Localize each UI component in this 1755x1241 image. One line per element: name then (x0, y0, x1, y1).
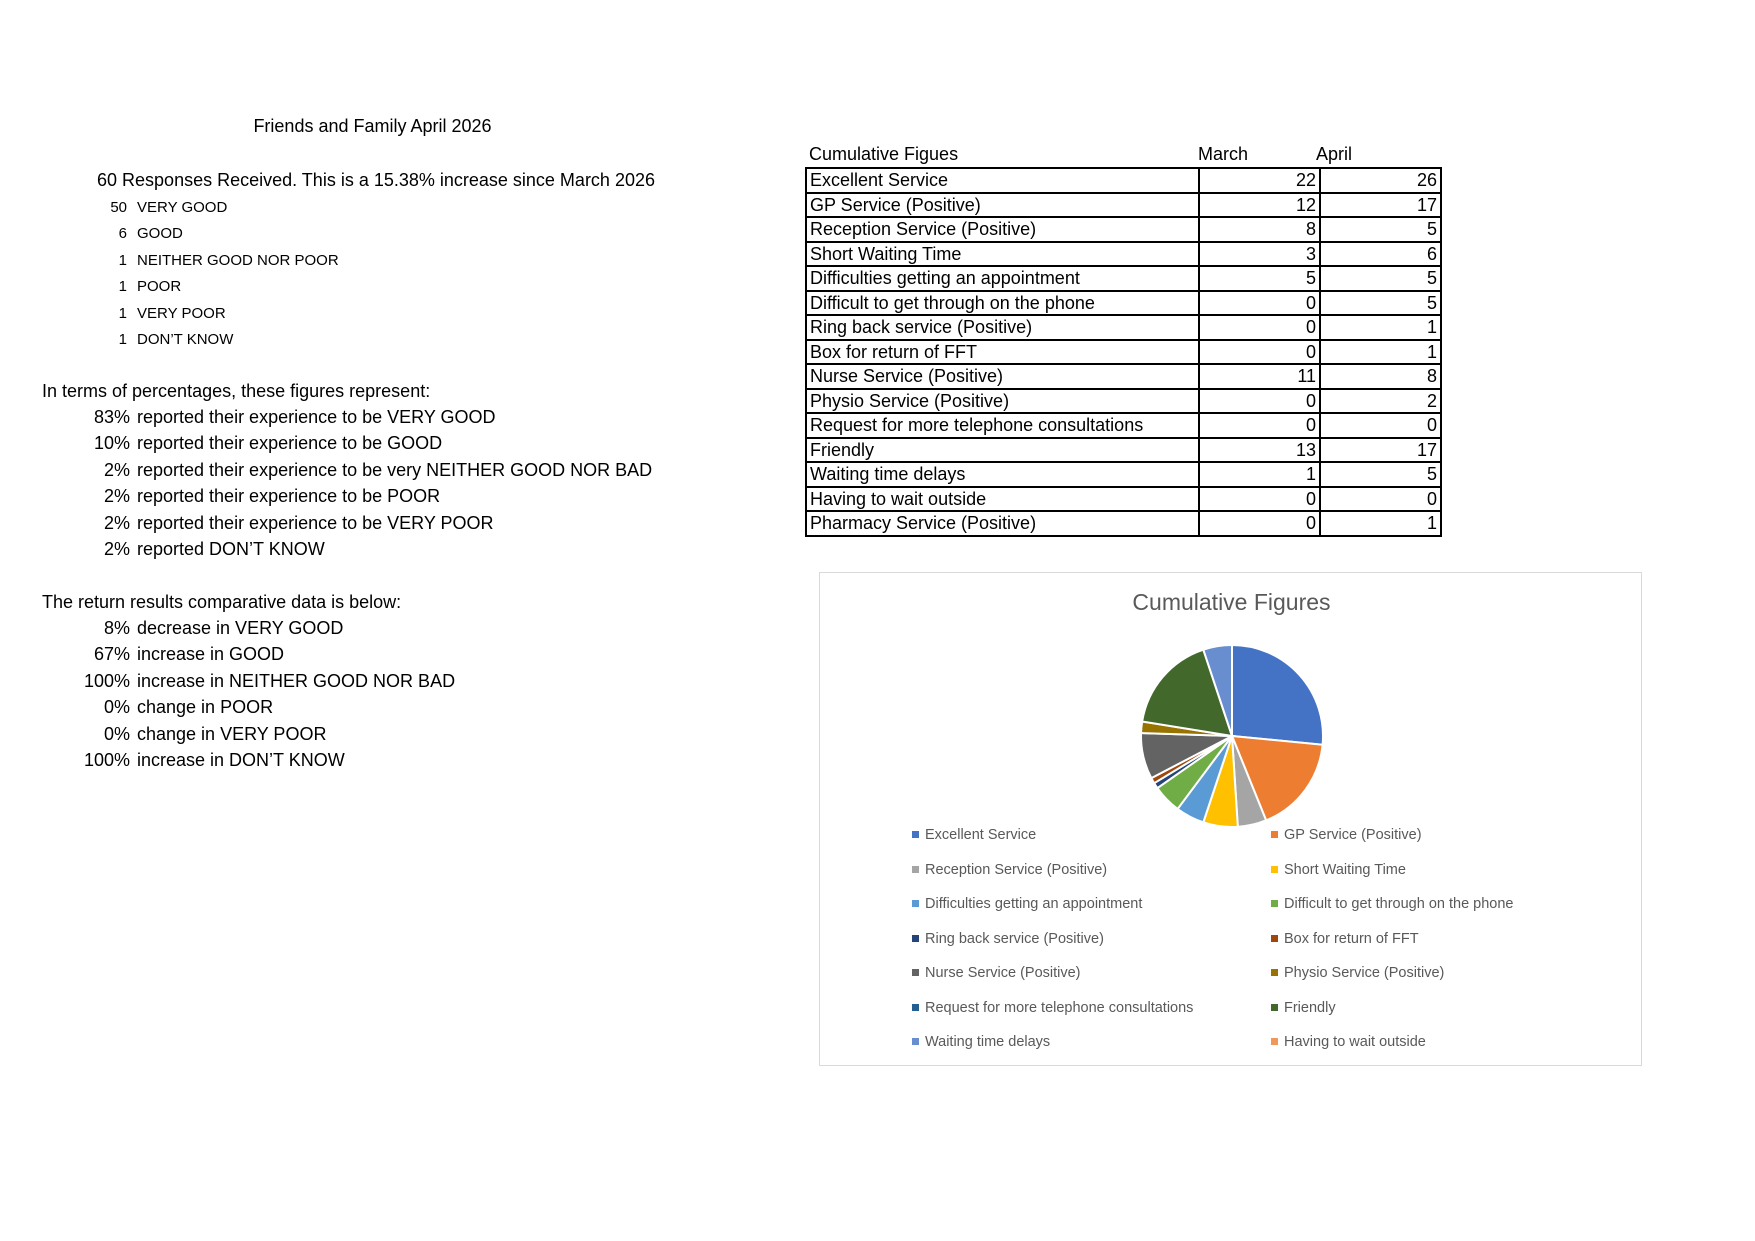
row-april-value: 5 (1320, 217, 1441, 242)
legend-swatch (912, 969, 919, 976)
legend-label: Nurse Service (Positive) (925, 965, 1081, 981)
count-value: 50 (110, 199, 127, 216)
row-march-value: 22 (1199, 168, 1320, 193)
table-header-march: March (1198, 144, 1249, 164)
row-april-value: 0 (1320, 413, 1441, 438)
legend-swatch (1271, 866, 1278, 873)
row-name: Pharmacy Service (Positive) (806, 511, 1199, 536)
comparative-value: 0% (103, 697, 130, 718)
comparative-label: increase in NEITHER GOOD NOR BAD (137, 670, 456, 691)
comparative-value: 0% (103, 723, 130, 744)
legend-item (912, 827, 1036, 843)
row-name: GP Service (Positive) (806, 193, 1199, 218)
row-name: Friendly (806, 438, 1199, 463)
percentage-value: 2% (103, 539, 130, 559)
pie-chart (820, 573, 1643, 1067)
percentage-value: 2% (103, 459, 130, 480)
table-row (806, 389, 1441, 414)
row-march-value: 0 (1199, 340, 1320, 365)
legend-label: Ring back service (Positive) (925, 930, 1104, 947)
row-march-value: 8 (1199, 217, 1320, 242)
row-april-value: 26 (1320, 168, 1441, 193)
table-row (806, 242, 1441, 267)
row-march-value: 11 (1199, 364, 1320, 389)
legend-swatch (1271, 935, 1278, 942)
comparative-label: change in POOR (137, 697, 274, 718)
table-row (806, 291, 1441, 316)
row-april-value: 0 (1320, 487, 1441, 512)
legend-label: Reception Service (Positive) (925, 861, 1108, 878)
legend-swatch (912, 866, 919, 873)
legend-item (912, 1034, 1050, 1050)
legend-item (1271, 965, 1444, 981)
legend-item (1271, 1000, 1336, 1016)
percentage-label: reported DON’T KNOW (137, 539, 325, 559)
count-value: 1 (118, 304, 127, 322)
legend-item (1271, 862, 1406, 878)
legend-item (1271, 931, 1419, 947)
count-label: VERY GOOD (137, 199, 228, 216)
count-label: POOR (137, 278, 182, 296)
legend-label: Waiting time delays (925, 1034, 1051, 1050)
row-name: Difficulties getting an appointment (806, 266, 1199, 291)
table-row (806, 315, 1441, 340)
row-name: Excellent Service (806, 168, 1199, 193)
row-march-value: 12 (1199, 193, 1320, 218)
table-row (806, 438, 1441, 463)
count-value: 1 (118, 331, 127, 348)
row-march-value: 0 (1199, 389, 1320, 414)
row-name: Ring back service (Positive) (806, 315, 1199, 340)
comparative-value: 100% (83, 670, 130, 691)
comparative-value: 67% (93, 644, 130, 665)
legend-label: Request for more telephone consultations (925, 999, 1194, 1016)
row-name: Box for return of FFT (806, 340, 1199, 365)
count-label: NEITHER GOOD NOR POOR (137, 251, 339, 269)
percentage-label: reported their experience to be VERY POOR (137, 512, 494, 533)
comparative-label: increase in DON’T KNOW (137, 750, 345, 770)
legend-label: Box for return of FFT (1284, 930, 1419, 947)
pie-chart-panel (819, 572, 1642, 1066)
legend-item (1271, 896, 1513, 912)
legend-label: Excellent Service (925, 827, 1037, 843)
row-april-value: 5 (1320, 266, 1441, 291)
legend-item (1271, 827, 1422, 843)
row-name: Reception Service (Positive) (806, 217, 1199, 242)
legend-swatch (1271, 1004, 1278, 1011)
count-label: VERY POOR (137, 304, 226, 322)
row-march-value: 0 (1199, 315, 1320, 340)
legend-swatch (912, 935, 919, 942)
row-name: Waiting time delays (806, 462, 1199, 487)
count-label: GOOD (137, 225, 183, 243)
legend-label: Having to wait outside (1284, 1034, 1426, 1050)
legend-label: Difficult to get through on the phone (1284, 896, 1514, 912)
row-april-value: 5 (1320, 291, 1441, 316)
percentage-label: reported their experience to be POOR (137, 486, 441, 507)
table-row (806, 266, 1441, 291)
percentage-label: reported their experience to be very NEITHER GOOD NOR BAD (137, 459, 653, 480)
legend-swatch (1271, 900, 1278, 907)
legend-swatch (1271, 969, 1278, 976)
table-row (806, 511, 1441, 536)
legend-swatch (1271, 1038, 1278, 1045)
comparative-value: 100% (83, 750, 130, 770)
row-april-value: 2 (1320, 389, 1441, 414)
percentage-value: 2% (103, 512, 130, 533)
table-row (806, 487, 1441, 512)
legend-swatch (912, 900, 919, 907)
row-april-value: 1 (1320, 511, 1441, 536)
legend-label: Difficulties getting an appointment (925, 896, 1143, 912)
table-row (806, 168, 1441, 193)
percentage-value: 83% (93, 407, 130, 427)
legend-label: GP Service (Positive) (1284, 827, 1422, 843)
count-value: 1 (118, 251, 127, 269)
percentages-intro: In terms of percentages, these figures represent: (42, 381, 431, 401)
cumulative-figures-table (805, 167, 1442, 537)
row-april-value: 8 (1320, 364, 1441, 389)
comparative-intro: The return results comparative data is below: (42, 592, 402, 612)
count-label: DON’T KNOW (137, 331, 234, 348)
row-name: Difficult to get through on the phone (806, 291, 1199, 316)
row-march-value: 0 (1199, 511, 1320, 536)
legend-item (912, 862, 1107, 878)
row-march-value: 3 (1199, 242, 1320, 267)
page-title: Friends and Family April 2026 (253, 116, 492, 136)
percentage-value: 10% (93, 433, 130, 454)
table-row (806, 340, 1441, 365)
table-row (806, 217, 1441, 242)
legend-swatch (912, 831, 919, 838)
comparative-value: 8% (103, 618, 130, 638)
row-name: Nurse Service (Positive) (806, 364, 1199, 389)
comparative-label: change in VERY POOR (137, 723, 327, 744)
legend-item (912, 931, 1104, 947)
legend-item (912, 896, 1142, 912)
percentage-label: reported their experience to be GOOD (137, 433, 443, 454)
legend-label: Friendly (1284, 999, 1336, 1016)
row-april-value: 17 (1320, 438, 1441, 463)
table-row (806, 193, 1441, 218)
row-april-value: 6 (1320, 242, 1441, 267)
legend-item (1271, 1034, 1426, 1050)
legend-label: Physio Service (Positive) (1284, 965, 1445, 981)
row-march-value: 13 (1199, 438, 1320, 463)
percentage-value: 2% (103, 486, 130, 507)
row-name: Request for more telephone consultations (806, 413, 1199, 438)
chart-title: Cumulative Figures (1132, 589, 1331, 615)
legend-swatch (912, 1004, 919, 1011)
table-header-title: Cumulative Figues (809, 144, 959, 164)
table-row (806, 413, 1441, 438)
legend-label: Short Waiting Time (1284, 861, 1406, 878)
legend-item (912, 1000, 1193, 1016)
row-april-value: 1 (1320, 340, 1441, 365)
comparative-label: increase in GOOD (137, 644, 285, 665)
count-value: 1 (118, 278, 127, 296)
comparative-label: decrease in VERY GOOD (137, 618, 344, 638)
row-april-value: 1 (1320, 315, 1441, 340)
table-row (806, 364, 1441, 389)
row-march-value: 0 (1199, 291, 1320, 316)
legend-swatch (912, 1038, 919, 1045)
row-name: Having to wait outside (806, 487, 1199, 512)
row-name: Short Waiting Time (806, 242, 1199, 267)
row-march-value: 5 (1199, 266, 1320, 291)
row-april-value: 5 (1320, 462, 1441, 487)
legend-swatch (1271, 831, 1278, 838)
legend-item (912, 965, 1081, 981)
responses-summary: 60 Responses Received. This is a 15.38% increase since March 2026 (97, 170, 655, 190)
pie-slice-0 (1232, 645, 1323, 745)
row-april-value: 17 (1320, 193, 1441, 218)
table-row (806, 462, 1441, 487)
row-march-value: 1 (1199, 462, 1320, 487)
row-march-value: 0 (1199, 487, 1320, 512)
row-name: Physio Service (Positive) (806, 389, 1199, 414)
percentage-label: reported their experience to be VERY GOOD (137, 407, 496, 427)
count-value: 6 (118, 225, 127, 243)
table-header-april: April (1316, 144, 1353, 164)
row-march-value: 0 (1199, 413, 1320, 438)
